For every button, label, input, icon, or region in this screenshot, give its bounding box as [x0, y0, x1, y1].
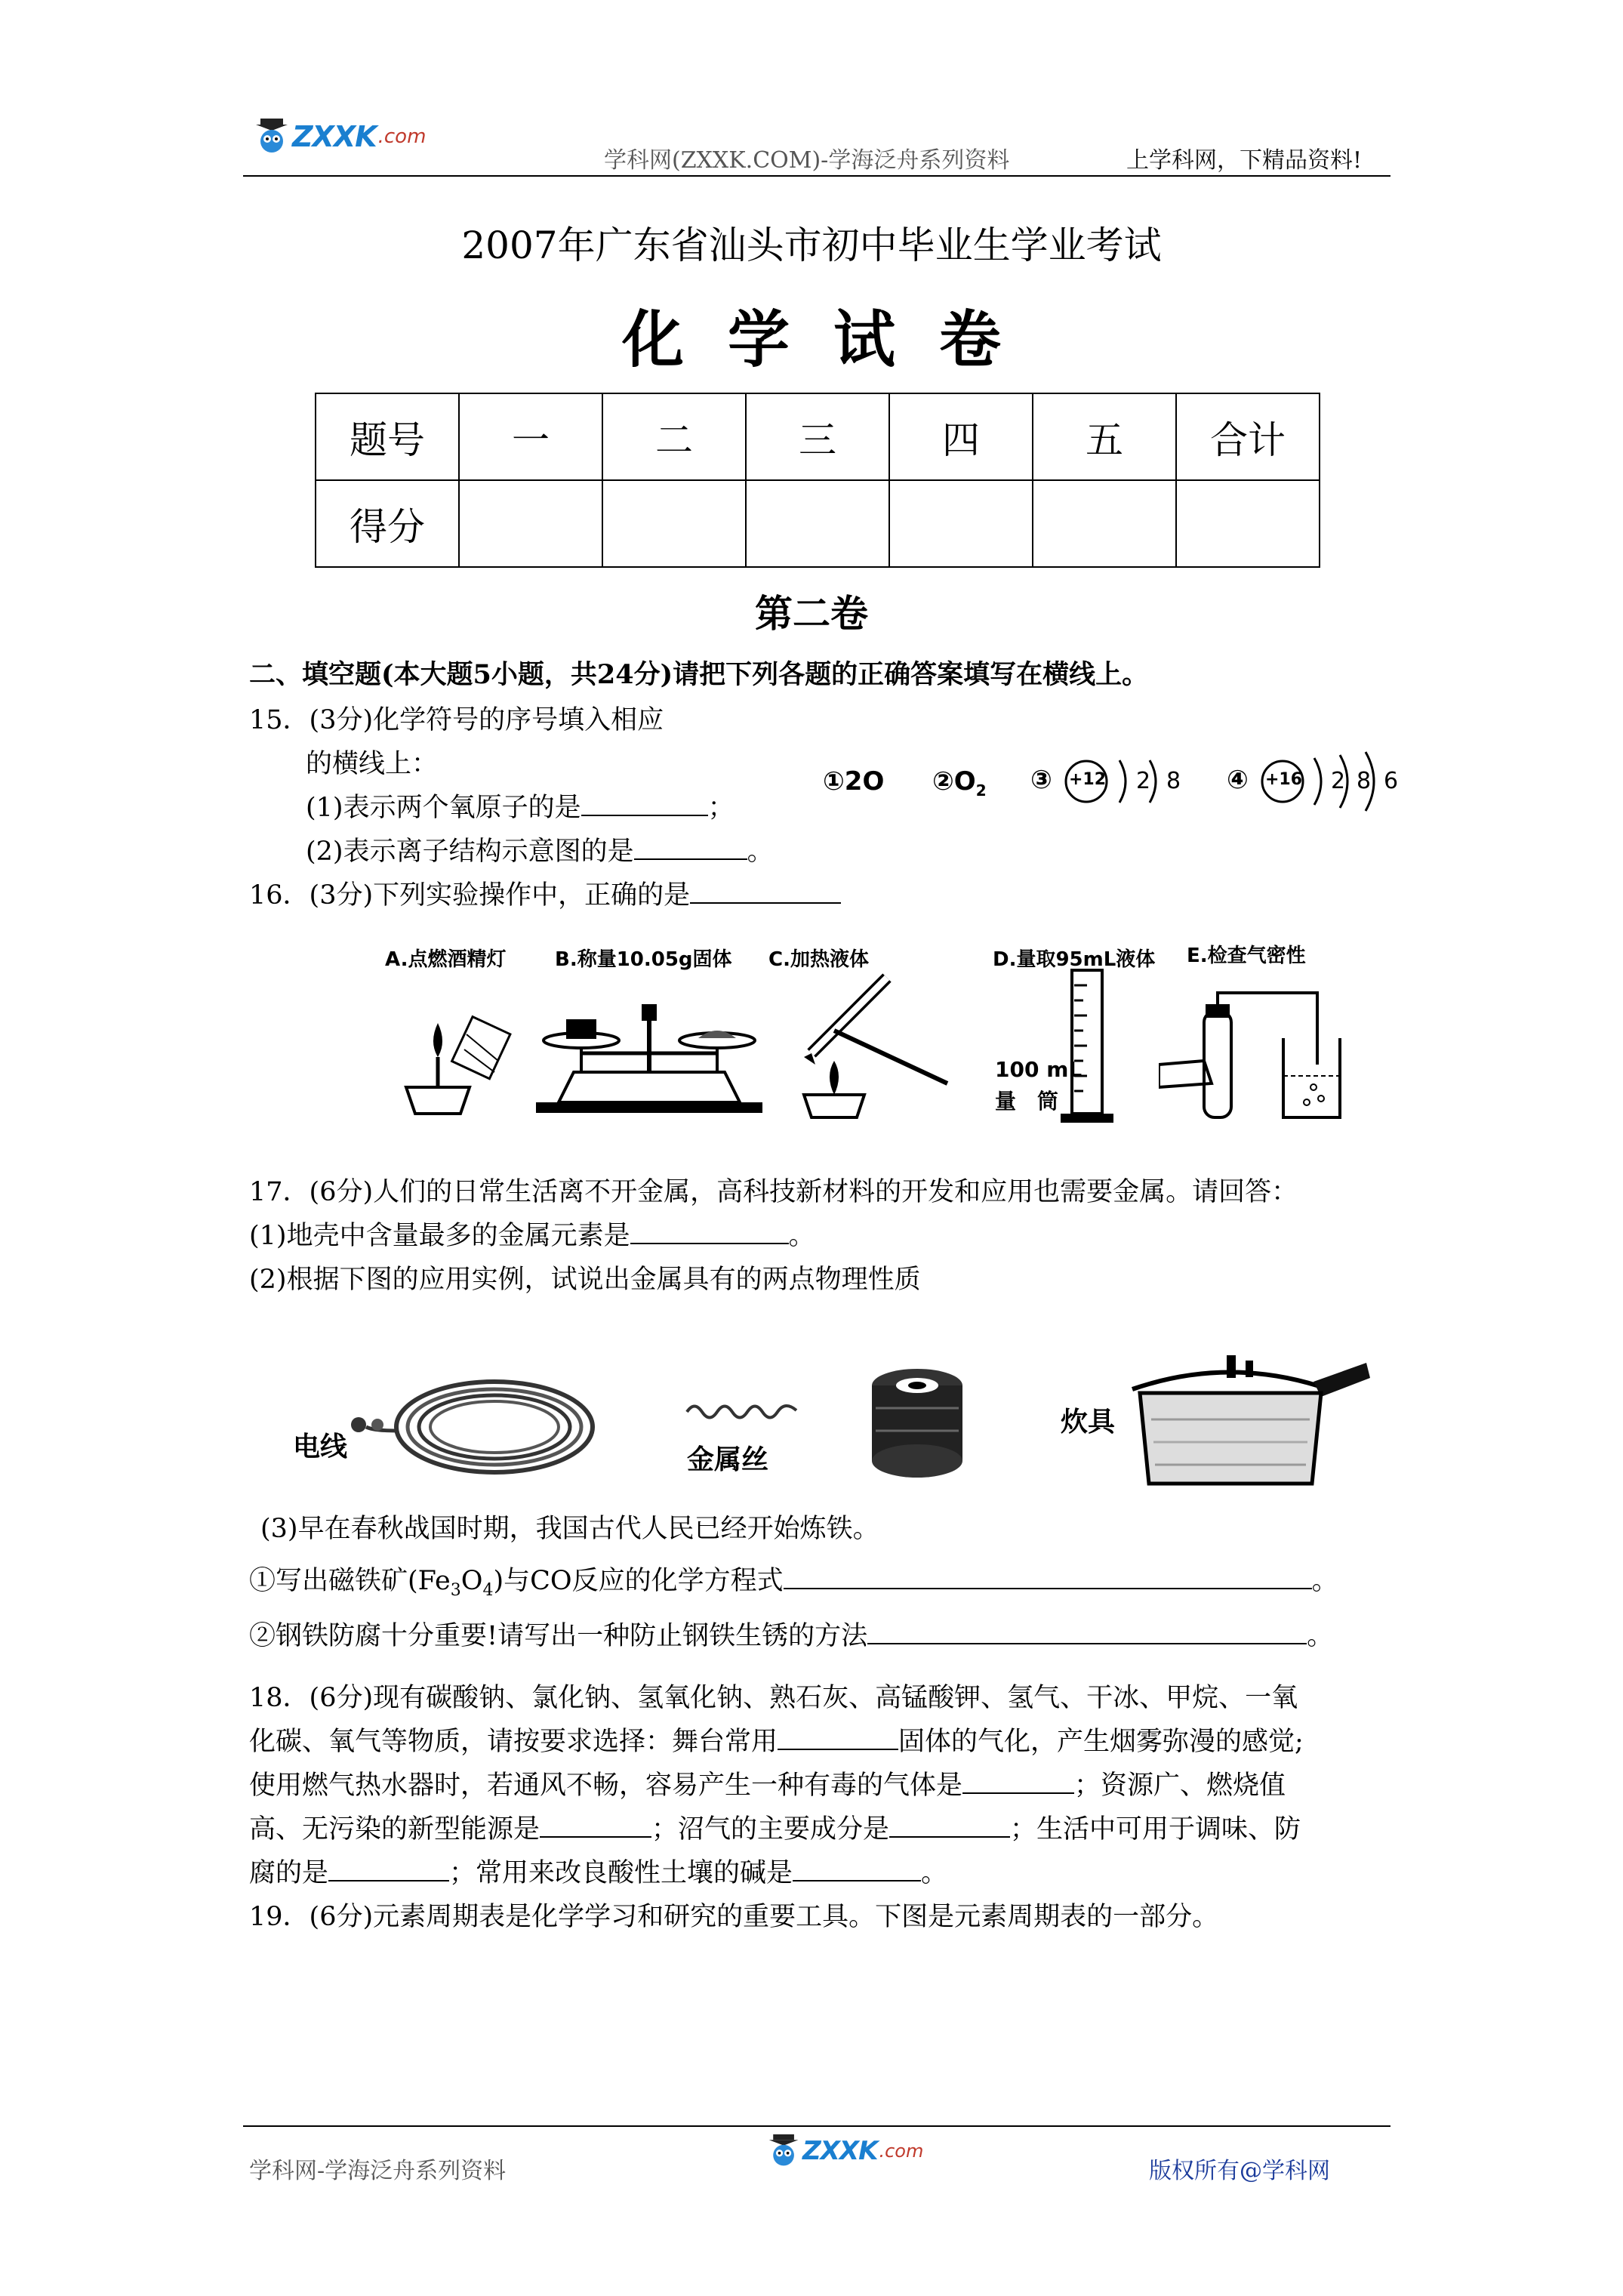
score-cell: 得分 [316, 480, 459, 567]
metal-wire-icon [683, 1397, 804, 1427]
q15-option3-e1: 2 [1136, 768, 1151, 794]
pressure-cooker-icon [1117, 1336, 1374, 1495]
q18-line3 [249, 1764, 1286, 1808]
q18-line4-end: ；生活中可用于调味、防 [1010, 1814, 1301, 1845]
score-input-cell[interactable] [602, 480, 746, 567]
score-cell: 一 [459, 393, 602, 480]
q18-line2 [249, 1720, 1304, 1764]
q16-label-c: C.加热液体 [768, 948, 869, 971]
cylinder-name-label: 量 筒 [995, 1089, 1059, 1114]
q15-part2 [306, 830, 774, 874]
electric-wire-coil-icon [343, 1355, 600, 1491]
q15-option3-diagram [1030, 751, 1204, 812]
q15-line1: 15．(3分)化学符号的序号填入相应 [249, 705, 664, 735]
q15-answer1-blank[interactable] [581, 789, 708, 816]
q16-label-b: B.称量10.05g固体 [555, 948, 732, 971]
q18-line4 [249, 1808, 1301, 1851]
q15-option4-diagram [1227, 747, 1415, 815]
q18-answer2-blank[interactable] [962, 1767, 1074, 1794]
q15-line2: 的横线上： [306, 749, 439, 779]
q16-text: 16．(3分)下列实验操作中，正确的是 [249, 880, 691, 911]
cookware-label: 炊具 [1061, 1407, 1116, 1438]
q15-option3-e2: 8 [1166, 768, 1181, 794]
header-logo [253, 117, 426, 156]
footer-left: 学科网-学海泛舟系列资料 [249, 2158, 507, 2184]
q18-line5-mid: ；常用来改良酸性土壤的碱是 [449, 1858, 793, 1888]
score-table [315, 393, 1320, 568]
score-cell: 三 [746, 393, 889, 480]
mascot-icon [766, 2133, 802, 2169]
q16-answer-blank[interactable] [690, 877, 841, 904]
footer-divider [243, 2125, 1390, 2127]
exam-subject: 化学试卷 [621, 304, 1045, 376]
q18-line3-text: 使用燃气热水器时，若通风不畅，容易产生一种有毒的气体是 [249, 1771, 963, 1801]
q15-part1-end: ； [707, 793, 735, 823]
q18-answer3-blank[interactable] [540, 1811, 651, 1838]
airtightness-check-icon [1159, 982, 1347, 1125]
q15-answer2-blank[interactable] [634, 833, 747, 860]
q18-answer6-blank[interactable] [793, 1854, 921, 1881]
q18-answer1-blank[interactable] [778, 1723, 898, 1750]
q17-part3a-mid: O [460, 1566, 483, 1596]
score-input-cell[interactable] [459, 480, 602, 567]
q15-option1: ①2O [823, 766, 885, 797]
q15-part2-text: (2)表示离子结构示意图的是 [306, 837, 634, 867]
score-input-cell[interactable] [1176, 480, 1320, 567]
q15-option2-sub: 2 [975, 781, 987, 800]
score-cell: 五 [1033, 393, 1176, 480]
score-table-header-row [316, 393, 1320, 480]
q17-part1-text: (1)地壳中含量最多的金属元素是 [249, 1221, 630, 1251]
q17-part3b-end: 。 [1307, 1621, 1334, 1651]
footer-logo-suffix: .com [879, 2140, 924, 2162]
cylinder-volume-label: 100 mL [995, 1057, 1083, 1082]
q17-part3a-pre: ①写出磁铁矿(Fe [249, 1566, 451, 1596]
q15-option3-num: ③ [1030, 765, 1052, 795]
q18-line5 [249, 1851, 947, 1895]
q17-part3a-sub2: 4 [482, 1581, 494, 1600]
q18-line4-mid: ；沼气的主要成分是 [651, 1814, 890, 1845]
q17-part3a-end: 。 [1311, 1566, 1338, 1596]
metal-wire-label: 金属丝 [687, 1444, 769, 1475]
graduated-cylinder-icon [1053, 966, 1121, 1125]
q18-line2-end: 固体的气化，产生烟雾弥漫的感觉; [898, 1727, 1304, 1757]
q16-label-d: D.量取95mL液体 [993, 948, 1156, 971]
score-input-cell[interactable] [746, 480, 889, 567]
q17-part3b [249, 1614, 1333, 1658]
volume-title: 第二卷 [755, 591, 868, 636]
q15-option4-e1: 2 [1331, 768, 1346, 794]
header-slogan: 上学科网，下精品资料! [1126, 147, 1363, 174]
score-cell: 题号 [316, 393, 459, 480]
q18-line2-text: 化碳、氧气等物质，请按要求选择：舞台常用 [249, 1727, 778, 1757]
q17-part3a-post: )与CO反应的化学方程式 [493, 1566, 784, 1596]
q17-part1 [249, 1214, 815, 1258]
q15-part1 [306, 786, 735, 830]
footer-copyright: 版权所有@学科网 [1149, 2158, 1330, 2184]
q15-option4-e3: 6 [1384, 768, 1399, 794]
footer-logo [766, 2133, 923, 2169]
heating-test-tube-icon [789, 963, 962, 1121]
q17-equation-blank[interactable] [784, 1562, 1312, 1589]
wire-spool-icon [861, 1363, 974, 1484]
score-input-cell[interactable] [889, 480, 1033, 567]
q17-rust-method-blank[interactable] [867, 1617, 1307, 1644]
q15-option4-e2: 8 [1357, 768, 1372, 794]
q15-option2-text: ②O [932, 766, 976, 797]
q17-part3a [249, 1559, 1338, 1613]
q17-part3b-text: ②钢铁防腐十分重要!请写出一种防止钢铁生锈的方法 [249, 1621, 868, 1651]
q18-line5-end: 。 [921, 1858, 948, 1888]
q17-part3: (3)早在春秋战国时期，我国古代人民已经开始炼铁。 [260, 1514, 879, 1544]
score-table-score-row [316, 480, 1320, 567]
q17-answer1-blank[interactable] [630, 1217, 789, 1244]
q18-line3-end: ；资源广、燃烧值 [1074, 1771, 1286, 1801]
q18-line5-text: 腐的是 [249, 1858, 329, 1888]
q17-part3a-sub1: 3 [450, 1581, 461, 1600]
q15-option2 [932, 766, 987, 800]
score-cell: 合计 [1176, 393, 1320, 480]
mascot-icon [253, 117, 292, 156]
q15-option3-nucleus: +12 [1069, 770, 1107, 789]
score-cell: 二 [602, 393, 746, 480]
header-logo-text: ZXXK [292, 120, 377, 153]
score-cell: 四 [889, 393, 1033, 480]
score-input-cell[interactable] [1033, 480, 1176, 567]
q15-option4-nucleus: +16 [1265, 770, 1303, 789]
q16-label-a: A.点燃酒精灯 [385, 948, 507, 971]
header-site-text: 学科网(ZXXK.COM)-学海泛舟系列资料 [604, 147, 1010, 174]
q17-part1-end: 。 [788, 1221, 815, 1251]
q18-answer4-blank[interactable] [889, 1811, 1010, 1838]
wire-label: 电线 [293, 1432, 348, 1462]
q18-line4-text: 高、无污染的新型能源是 [249, 1814, 540, 1845]
q16-label-e: E.检查气密性 [1187, 945, 1306, 967]
q15-part2-end: 。 [747, 837, 774, 867]
q17-part2: (2)根据下图的应用实例，试说出金属具有的两点物理性质 [249, 1265, 921, 1295]
q18-answer5-blank[interactable] [328, 1854, 449, 1881]
q17-line1: 17．(6分)人们的日常生活离不开金属，高科技新材料的开发和应用也需要金属。请回答： [249, 1177, 1298, 1207]
q15-option4-num: ④ [1227, 765, 1249, 795]
q18-line1: 18．(6分)现有碳酸钠、氯化钠、氢氧化钠、熟石灰、高锰酸钾、氢气、干冰、甲烷、一氧 [249, 1683, 1298, 1713]
section-heading: 二、填空题(本大题5小题，共24分)请把下列各题的正确答案填写在横线上。 [249, 659, 1149, 690]
q19-line: 19．(6分)元素周期表是化学学习和研究的重要工具。下图是元素周期表的一部分。 [249, 1902, 1219, 1932]
footer-logo-text: ZXXK [802, 2136, 878, 2166]
header-logo-suffix: .com [377, 125, 427, 148]
q15-part1-text: (1)表示两个氧原子的是 [306, 793, 581, 823]
alcohol-lamp-icon [400, 982, 513, 1117]
header-divider [243, 175, 1390, 177]
exam-title: 2007年广东省汕头市初中毕业生学业考试 [461, 223, 1162, 267]
q16-line [249, 874, 841, 917]
balance-scale-icon [528, 997, 770, 1117]
